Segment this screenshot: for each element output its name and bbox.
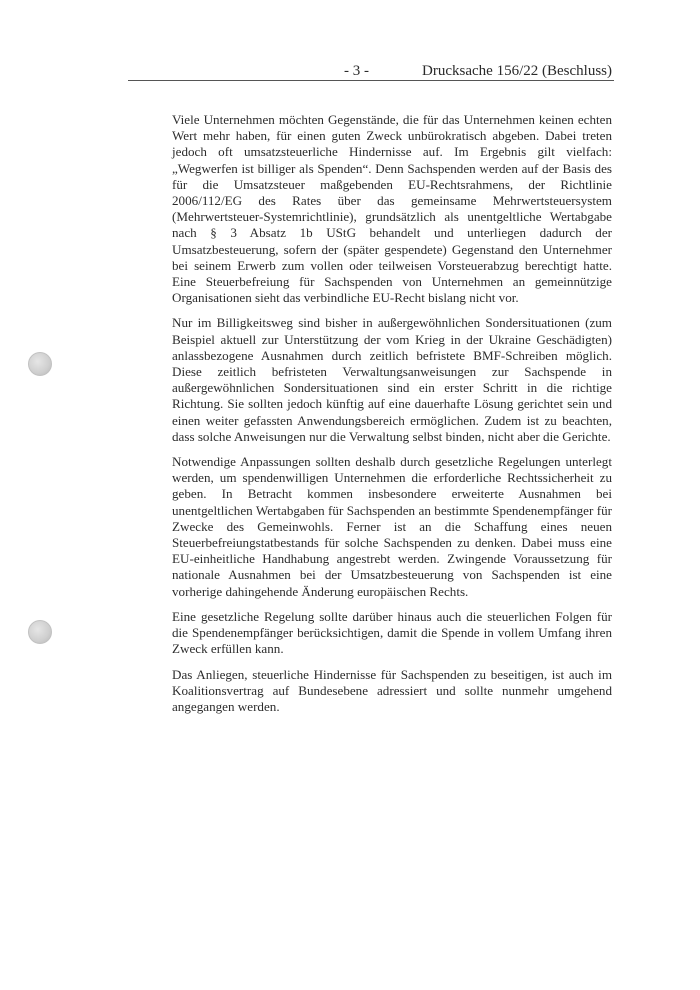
paragraph-5: Das Anliegen, steuerliche Hindernisse für Sachspenden zu beseitigen, ist auch im Koalitionsvertrag auf Bundesebene adressiert und sollte nunmehr umgehend angegangen werden. bbox=[172, 666, 612, 714]
page-header bbox=[128, 62, 614, 81]
paragraph-4: Eine gesetzliche Regelung sollte darüber hinaus auch die steuerlichen Folgen für die Spendenempfänger berücksichtigen, damit die Spende in vollem Umfang ihren Zweck erfüllen kann. bbox=[172, 608, 612, 657]
punch-hole-bottom bbox=[28, 620, 52, 644]
document-body bbox=[172, 112, 612, 724]
page-number: - 3 - bbox=[344, 63, 369, 79]
paragraph-2: Nur im Billigkeitsweg sind bisher in außergewöhnlichen Sondersituationen (zum Beispiel aktuell zur Unterstützung der vom Krieg in der Ukraine Geschädigten) anlassbezogene Ausnahmen durch zeitlich befristete BMF-Schreiben möglich. Diese zeitlich befristeten Verwaltungsanweisungen zur Sachspende in außergewöhnlichen Sondersituationen sind ein erster Schritt in die richtige Richtung. Sie sollten jedoch künftig auf eine dauerhafte Lösung gerichtet sein und einen weiter gefassten Anwendungsbereich ermöglichen. Zudem ist zu beachten, dass solche Anweisungen nur die Verwaltung selbst binden, nicht aber die Gerichte. bbox=[172, 315, 612, 444]
document-reference: Drucksache 156/22 (Beschluss) bbox=[422, 63, 612, 79]
paragraph-1: Viele Unternehmen möchten Gegenstände, die für das Unternehmen keinen echten Wert mehr haben, für einen guten Zweck unbürokratisch abgeben. Dabei treten jedoch oft umsatzsteuerliche Hindernisse auf. Im Ergebnis gilt vielfach: „Wegwerfen ist billiger als Spenden“. Denn Sachspenden werden auf der Basis des für die Umsatzsteuer maßgebenden EU-Rechtsrahmens, der Richtlinie 2006/112/EG des Rates über das gemeinsame Mehrwertsteuersystem (Mehrwertsteuer-Systemrichtlinie), grundsätzlich als unentgeltliche Wertabgabe nach § 3 Absatz 1b UStG behandelt und unterliegen dadurch der Umsatzbesteuerung, sofern der (später gespendete) Gegenstand den Unternehmer bei seinem Erwerb zum vollen oder teilweisen Vorsteuerabzug berechtigt hatte. Eine Steuerbefreiung für Sachspenden von Unternehmen an gemeinnützige Organisationen sieht das verbindliche EU-Recht bislang nicht vor. bbox=[172, 112, 612, 306]
punch-hole-top bbox=[28, 352, 52, 376]
paragraph-3: Notwendige Anpassungen sollten deshalb durch gesetzliche Regelungen unterlegt werden, um spendenwilligen Unternehmen die erforderliche Rechtssicherheit zu geben. In Betracht kommen insbesondere erweiterte Ausnahmen bei unentgeltlichen Wertabgaben für Sachspenden an bestimmte Spendenempfänger für Zwecke des Gemeinwohls. Ferner ist an die Schaffung eines neuen Steuerbefreiungstatbestands für solche Sachspenden zu denken. Dabei muss eine EU-einheitliche Handhabung angestrebt werden. Zwingende Voraussetzung für nationale Ausnahmen bei der Umsatzbesteuerung von Sachspenden ist eine vorherige dahingehende Änderung europäischen Rechts. bbox=[172, 454, 612, 599]
